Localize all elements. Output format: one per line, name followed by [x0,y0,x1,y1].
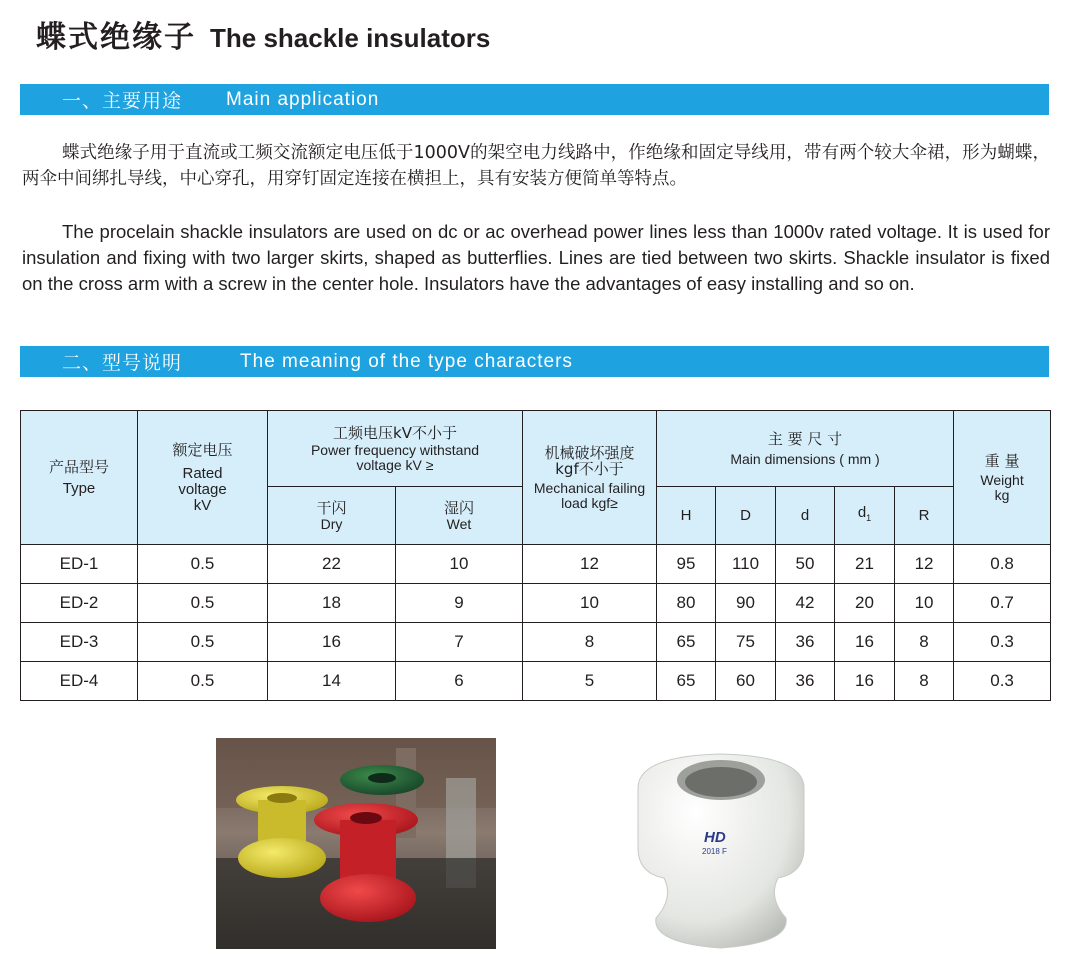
table-cell: 0.5 [138,545,268,584]
table-cell: 10 [895,584,954,623]
section-bar-main-application [20,84,1049,115]
table-cell: 6 [396,662,523,701]
colored-insulators-photo [216,738,496,949]
header-dry: 干闪 Dry [268,487,396,545]
header-R: R [895,487,954,545]
table-cell: 60 [716,662,776,701]
table-cell: 50 [776,545,835,584]
table-cell: 8 [895,662,954,701]
table-cell: 16 [835,662,895,701]
table-cell: 9 [396,584,523,623]
spec-table [20,410,1051,701]
table-cell: 8 [523,623,657,662]
page-title [36,12,491,55]
header-mechanical: 机械破坏强度 kgf不小于 Mechanical failing load kgf≥ [523,411,657,545]
table-cell: 65 [657,623,716,662]
table-cell: ED-1 [21,545,138,584]
table-cell: 5 [523,662,657,701]
header-main-dimensions: 主 要 尺 寸 Main dimensions ( mm ) [657,411,954,487]
table-row [21,584,1051,623]
table-cell: 22 [268,545,396,584]
table-cell: 7 [396,623,523,662]
table-cell: 20 [835,584,895,623]
table-cell: 36 [776,662,835,701]
header-D: D [716,487,776,545]
table-cell: 0.7 [954,584,1051,623]
table-cell: 14 [268,662,396,701]
header-weight: 重 量 Weight kg [954,411,1051,545]
insulator-logo: HD [704,829,726,846]
table-cell: 95 [657,545,716,584]
paragraph-en: The procelain shackle insulators are used on dc or ac overhead power lines less than 1000v rated voltage. It is used for insulation and fixing with two larger skirts, shaped as butterflies. Lines are tied between two skirts. Shackle insulator is fixed on the cross arm with a screw in the center hole. Insulators have the advantages of easy installing and so on. [22,221,1050,294]
white-insulator-photo [618,738,824,952]
section-bar-type-meaning [20,346,1049,377]
insulator-stamp: 2018 F [702,847,727,856]
section1-label-en: Main application [226,88,380,110]
table-cell: 36 [776,623,835,662]
paragraph-cn: 蝶式绝缘子用于直流或工频交流额定电压低于1000V的架空电力线路中，作绝缘和固定导线用，带有两个较大伞裙，形为蝴蝶，两伞中间绑扎导线，中心穿孔，用穿钉固定连接在横担上，具有安装方便简单等特点。 [22,143,1050,189]
header-rated-voltage: 额定电压 Rated voltage kV [138,411,268,545]
table-row [21,662,1051,701]
table-cell: 110 [716,545,776,584]
table-cell: ED-3 [21,623,138,662]
table-cell: 8 [895,623,954,662]
table-cell: 10 [396,545,523,584]
table-cell: 12 [523,545,657,584]
section2-label-en: The meaning of the type characters [240,350,573,372]
section2-label-cn: 二、型号说明 [62,352,183,374]
table-cell: 65 [657,662,716,701]
table-cell: 10 [523,584,657,623]
table-cell: 12 [895,545,954,584]
header-wet: 湿闪 Wet [396,487,523,545]
table-row [21,545,1051,584]
table-cell: 18 [268,584,396,623]
section1-label-cn: 一、主要用途 [62,90,183,112]
table-cell: 42 [776,584,835,623]
title-cn: 蝶式绝缘子 [36,20,196,55]
table-cell: 0.5 [138,584,268,623]
header-d: d [776,487,835,545]
header-H: H [657,487,716,545]
table-cell: ED-2 [21,584,138,623]
table-cell: 16 [268,623,396,662]
table-cell: 0.3 [954,662,1051,701]
header-power-frequency: 工频电压kV不小于 Power frequency withstand voltage kV ≥ [268,411,523,487]
table-row [21,623,1051,662]
table-cell: 0.3 [954,623,1051,662]
header-d1: $d_1$ [835,487,895,545]
table-cell: 90 [716,584,776,623]
header-type: 产品型号 Type [21,411,138,545]
table-cell: 0.5 [138,662,268,701]
table-cell: 21 [835,545,895,584]
table-cell: 75 [716,623,776,662]
table-cell: 0.8 [954,545,1051,584]
table-cell: 80 [657,584,716,623]
title-en: The shackle insulators [210,23,491,53]
table-cell: ED-4 [21,662,138,701]
table-cell: 0.5 [138,623,268,662]
table-cell: 16 [835,623,895,662]
